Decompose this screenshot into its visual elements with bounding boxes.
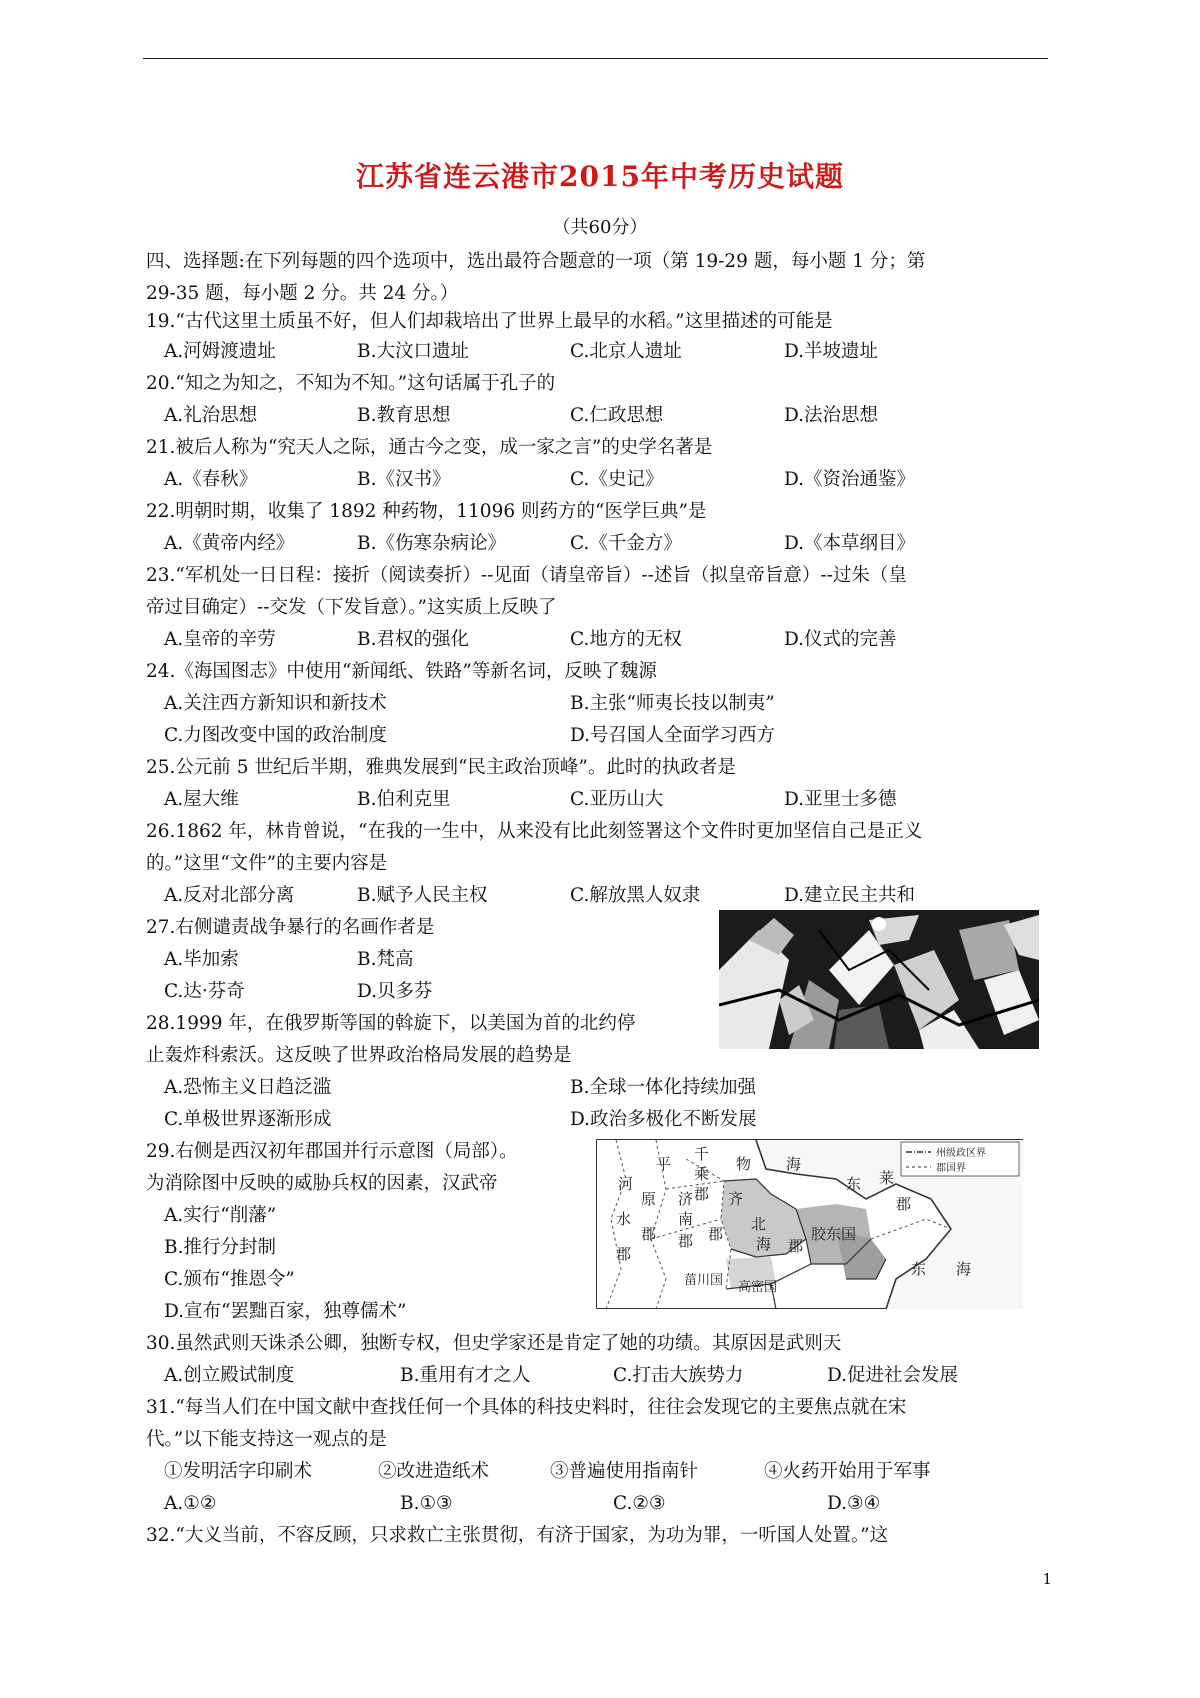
- western-han-map: [596, 1139, 1023, 1309]
- q24-option-c: C.力图改变中国的政治制度: [164, 725, 387, 746]
- section-instructions: 四、选择题:在下列每题的四个选项中，选出最符合题意的一项（第 19-29 题，每小题 1 分；第: [146, 251, 926, 272]
- map-label: 胶东国: [811, 1225, 857, 1243]
- q19-option-b: B.大汶口遗址: [357, 341, 469, 362]
- q25-option-a: A.屋大维: [164, 789, 239, 810]
- map-label: 郡: [708, 1225, 724, 1243]
- q27-option-c: C.达·芬奇: [164, 981, 245, 1002]
- question-19-stem: 19.“古代这里土质虽不好，但人们却栽培出了世界上最早的水稻。”这里描述的可能是: [146, 311, 833, 332]
- question-27-stem: 27.右侧谴责战争暴行的名画作者是: [146, 917, 435, 938]
- question-31-stem-cont: 代。”以下能支持这一观点的是: [146, 1429, 387, 1450]
- q28-option-d: D.政治多极化不断发展: [570, 1109, 757, 1130]
- legend-state-border: 州级政区界: [936, 1148, 986, 1159]
- q24-option-b: B.主张“师夷长技以制夷”: [570, 693, 775, 714]
- q23-option-b: B.君权的强化: [357, 629, 469, 650]
- map-label: 平: [656, 1155, 672, 1173]
- map-label: 水: [616, 1210, 632, 1228]
- q31-item-2: ②改进造纸术: [378, 1461, 490, 1482]
- q31-item-1: ①发明活字印刷术: [164, 1461, 313, 1482]
- q23-option-d: D.仪式的完善: [784, 629, 897, 650]
- question-23-stem-cont: 帝过目确定）--交发（下发旨意）。”这实质上反映了: [146, 597, 557, 618]
- q22-option-c: C.《千金方》: [570, 533, 682, 554]
- map-label: 齐: [728, 1190, 744, 1208]
- q22-option-a: A.《黄帝内经》: [164, 533, 295, 554]
- map-label: 郡: [641, 1225, 657, 1243]
- page-number: 1: [1042, 1570, 1052, 1588]
- q31-item-3: ③普遍使用指南针: [550, 1461, 699, 1482]
- q30-option-a: A.创立殿试制度: [164, 1365, 295, 1386]
- question-31-stem: 31.“每当人们在中国文献中查找任何一个具体的科技史料时，往往会发现它的主要焦点就在宋: [146, 1397, 907, 1418]
- q19-option-d: D.半坡遗址: [784, 341, 879, 362]
- map-label: 郡: [896, 1195, 912, 1213]
- question-29-stem-cont: 为消除图中反映的威胁兵权的因素，汉武帝: [146, 1173, 498, 1194]
- map-label: 高密国: [738, 1280, 778, 1295]
- map-label: 海: [956, 1260, 972, 1278]
- guernica-painting-image: [719, 910, 1039, 1049]
- question-30-stem: 30.虽然武则天诛杀公卿，独断专权，但史学家还是肯定了她的功绩。其原因是武则天: [146, 1333, 842, 1354]
- q27-option-b: B.梵高: [357, 949, 414, 970]
- q21-option-b: B.《汉书》: [357, 469, 451, 490]
- map-label: 菑川国: [684, 1273, 724, 1288]
- q30-option-b: B.重用有才之人: [400, 1365, 531, 1386]
- q28-option-c: C.单极世界逐渐形成: [164, 1109, 332, 1130]
- q31-item-4: ④火药开始用于军事: [764, 1461, 931, 1482]
- q20-option-c: C.仁政思想: [570, 405, 664, 426]
- map-label: 千: [694, 1145, 710, 1163]
- q30-option-c: C.打击大族势力: [613, 1365, 744, 1386]
- map-label: 河: [618, 1175, 634, 1193]
- q20-option-a: A.礼治思想: [164, 405, 258, 426]
- section-instructions-cont: 29-35 题，每小题 2 分。共 24 分。）: [146, 283, 459, 304]
- question-26-stem-cont: 的。”这里“文件”的主要内容是: [146, 853, 388, 874]
- q26-option-c: C.解放黑人奴隶: [570, 885, 701, 906]
- map-label: 东: [846, 1175, 862, 1193]
- q19-option-a: A.河姆渡遗址: [164, 341, 276, 362]
- q31-option-b: B.①③: [400, 1493, 453, 1514]
- header-rule: [143, 58, 1048, 59]
- map-label: 东: [911, 1260, 927, 1278]
- q20-option-d: D.法治思想: [784, 405, 879, 426]
- q21-option-a: A.《春秋》: [164, 469, 258, 490]
- q29-option-a: A.实行“削藩”: [164, 1205, 277, 1226]
- q25-option-b: B.伯利克里: [357, 789, 451, 810]
- question-23-stem: 23.“军机处一日日程：接折（阅读奏折）--见面（请皇帝旨）--述旨（拟皇帝旨意）--过朱（皇: [146, 565, 907, 586]
- q25-option-d: D.亚里士多德: [784, 789, 897, 810]
- q27-option-a: A.毕加索: [164, 949, 239, 970]
- map-label: 济: [678, 1190, 694, 1208]
- q31-option-a: A.①②: [164, 1493, 217, 1514]
- q24-option-a: A.关注西方新知识和新技术: [164, 693, 387, 714]
- question-32-stem: 32.“大义当前，不容反顾，只求救亡主张贯彻，有济于国家，为功为罪，一听国人处置。”这: [146, 1525, 889, 1546]
- q28-option-a: A.恐怖主义日趋泛滥: [164, 1077, 332, 1098]
- q26-option-a: A.反对北部分离: [164, 885, 295, 906]
- map-label: 郡: [678, 1232, 694, 1250]
- q23-option-a: A.皇帝的辛劳: [164, 629, 276, 650]
- map-label: 郡: [694, 1185, 710, 1203]
- q27-option-d: D.贝多芬: [357, 981, 433, 1002]
- q31-option-d: D.③④: [827, 1493, 881, 1514]
- question-29-stem: 29.右侧是西汉初年郡国并行示意图（局部）。: [146, 1141, 518, 1162]
- q22-option-b: B.《伤寒杂病论》: [357, 533, 506, 554]
- map-label: 物: [736, 1155, 752, 1173]
- q26-option-d: D.建立民主共和: [784, 885, 916, 906]
- map-label: 原: [641, 1190, 657, 1208]
- question-26-stem: 26.1862 年，林肯曾说，“在我的一生中，从来没有比此刻签署这个文件时更加坚信自己是正义: [146, 821, 923, 842]
- question-25-stem: 25.公元前 5 世纪后半期，雅典发展到“民主政治顶峰”。此时的执政者是: [146, 757, 736, 778]
- q21-option-d: D.《资治通鉴》: [784, 469, 916, 490]
- map-label: 郡: [788, 1237, 804, 1255]
- q25-option-c: C.亚历山大: [570, 789, 664, 810]
- q24-option-d: D.号召国人全面学习西方: [570, 725, 776, 746]
- map-label: 北: [751, 1215, 767, 1233]
- map-label: 海: [786, 1155, 802, 1173]
- q21-option-c: C.《史记》: [570, 469, 664, 490]
- question-22-stem: 22.明朝时期，收集了 1892 种药物，11096 则药方的“医学巨典”是: [146, 501, 707, 522]
- question-20-stem: 20.“知之为知之，不知为不知。”这句话属于孔子的: [146, 373, 556, 394]
- page-title: 江苏省连云港市2015年中考历史试题: [356, 160, 844, 193]
- q29-option-d: D.宣布“罢黜百家，独尊儒术”: [164, 1301, 407, 1322]
- map-label: 海: [756, 1235, 772, 1253]
- map-label: 莱: [879, 1169, 895, 1187]
- question-24-stem: 24.《海国图志》中使用“新闻纸、铁路”等新名词，反映了魏源: [146, 661, 657, 682]
- map-label: 乘: [694, 1165, 710, 1183]
- legend-commandery-border: 郡国界: [936, 1163, 966, 1174]
- q22-option-d: D.《本草纲目》: [784, 533, 916, 554]
- question-21-stem: 21.被后人称为“究天人之际，通古今之变，成一家之言”的史学名著是: [146, 437, 713, 458]
- q30-option-d: D.促进社会发展: [827, 1365, 959, 1386]
- map-label: 南: [678, 1210, 694, 1228]
- q29-option-c: C.颁布“推恩令”: [164, 1269, 295, 1290]
- q29-option-b: B.推行分封制: [164, 1237, 276, 1258]
- question-28-stem: 28.1999 年，在俄罗斯等国的斡旋下，以美国为首的北约停: [146, 1013, 636, 1034]
- q28-option-b: B.全球一体化持续加强: [570, 1077, 756, 1098]
- q19-option-c: C.北京人遗址: [570, 341, 682, 362]
- q23-option-c: C.地方的无权: [570, 629, 682, 650]
- q31-option-c: C.②③: [613, 1493, 666, 1514]
- q26-option-b: B.赋予人民主权: [357, 885, 488, 906]
- map-label: 郡: [616, 1245, 632, 1263]
- score-subtitle: （共60分）: [552, 217, 648, 238]
- question-28-stem-cont: 止轰炸科索沃。这反映了世界政治格局发展的趋势是: [146, 1045, 572, 1066]
- q20-option-b: B.教育思想: [357, 405, 451, 426]
